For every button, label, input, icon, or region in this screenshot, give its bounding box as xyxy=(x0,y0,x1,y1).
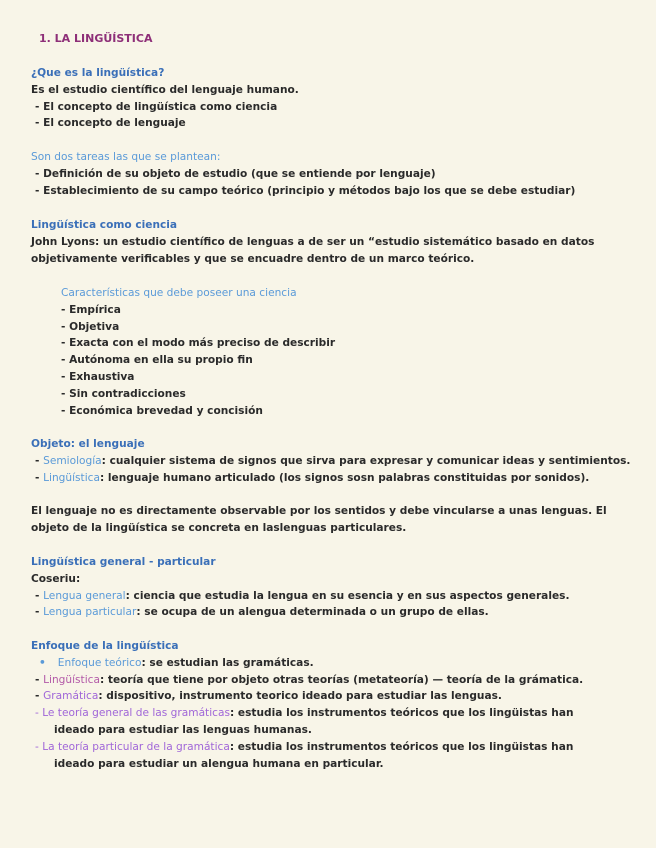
list-item: - Lengua general: ciencia que estudia la lengua en su esencia y en sus aspectos generales. xyxy=(35,589,570,602)
term: Le teoría general de las gramáticas xyxy=(42,707,230,720)
section-observable xyxy=(31,503,636,537)
section-heading: Lingüística general - particular xyxy=(31,556,216,568)
term: Lengua particular xyxy=(43,606,137,619)
term: Lingüística xyxy=(43,471,100,484)
section-heading: Lingüística como ciencia xyxy=(31,219,178,231)
list-item: - Definición de su objeto de estudio (que se entiende por lenguaje) xyxy=(35,167,436,180)
section-what-is xyxy=(31,65,636,132)
list-item: - Sin contradicciones xyxy=(61,387,186,400)
page-title: 1. LA LINGÜÍSTICA xyxy=(39,32,153,45)
list-item: - Empírica xyxy=(61,303,121,316)
list-item: - Objetiva xyxy=(61,320,120,333)
term: Semiología xyxy=(43,454,102,467)
list-item: - Establecimiento de su campo teórico (principio y métodos bajo los que se debe estudiar) xyxy=(35,184,576,197)
section-heading: Son dos tareas las que se plantean: xyxy=(31,151,221,163)
paragraph-line: John Lyons: un estudio científico de lenguas a de ser un “estudio sistemático basado en datos xyxy=(31,235,595,248)
list-item: - Lingüística: lenguaje humano articulado (los signos sosn palabras constituidas por sonidos). xyxy=(35,471,590,484)
list-item: - Exacta con el modo más preciso de describir xyxy=(61,337,336,350)
term: Lengua general xyxy=(43,589,126,602)
term: La teoría particular de la gramática xyxy=(42,740,230,753)
paragraph-line: objeto de la lingüística se concreta en laslenguas particulares. xyxy=(31,521,407,534)
list-item: - El concepto de lenguaje xyxy=(35,117,186,130)
list-item: - Gramática: dispositivo, instrumento teorico ideado para estudiar las lenguas. xyxy=(35,690,502,703)
paragraph-line: El lenguaje no es directamente observable por los sentidos y debe vincularse a unas lenguas. El xyxy=(31,505,607,517)
paragraph-line: objetivamente verificables y que se encuadre dentro de un marco teórico. xyxy=(31,252,475,265)
list-item: - Lingüística: teoría que tiene por objeto otras teorías (metateoría) — teoría de la grámatica. xyxy=(35,673,584,686)
list-item: - Semiología: cualquier sistema de signos que sirva para expresar y comunicar ideas y sentimientos. xyxy=(35,454,631,467)
list-item: - Le teoría general de las gramáticas: estudia los instrumentos teóricos que los lingüistas han xyxy=(35,707,574,720)
section-heading: ¿Que es la lingüística? xyxy=(31,67,165,79)
section-heading: Características que debe poseer una ciencia xyxy=(61,287,297,299)
paragraph: Es el estudio científico del lenguaje humano. xyxy=(31,83,299,96)
list-item-continuation: ideado para estudiar las lenguas humanas. xyxy=(54,723,312,736)
list-item: - Lengua particular: se ocupa de un alengua determinada o un grupo de ellas. xyxy=(35,606,489,619)
term: Enfoque teórico xyxy=(57,656,142,669)
term: Gramática xyxy=(43,690,99,703)
section-heading: Objeto: el lenguaje xyxy=(31,438,145,450)
list-item: - Exhaustiva xyxy=(61,370,135,383)
list-item: - Económica brevedad y concisión xyxy=(61,404,263,417)
section-approach xyxy=(31,638,636,772)
list-item: - La teoría particular de la gramática: estudia los instrumentos teóricos que los lingüistas han xyxy=(35,740,574,753)
list-item: • Enfoque teórico: se estudian las gramáticas. xyxy=(31,655,636,672)
term: Lingüística xyxy=(43,673,100,686)
section-object xyxy=(31,436,636,486)
section-general-particular xyxy=(31,554,636,621)
paragraph: Coseriu: xyxy=(31,572,81,585)
list-item-continuation: ideado para estudiar un alengua humana en particular. xyxy=(54,757,384,770)
section-characteristics xyxy=(31,285,636,419)
section-tasks xyxy=(31,149,636,199)
section-heading: Enfoque de la lingüística xyxy=(31,640,179,652)
section-science xyxy=(31,217,636,267)
list-item: - El concepto de lingüística como ciencia xyxy=(35,100,278,113)
bullet-icon: • xyxy=(39,656,46,669)
list-item: - Autónoma en ella su propio fin xyxy=(61,354,253,367)
